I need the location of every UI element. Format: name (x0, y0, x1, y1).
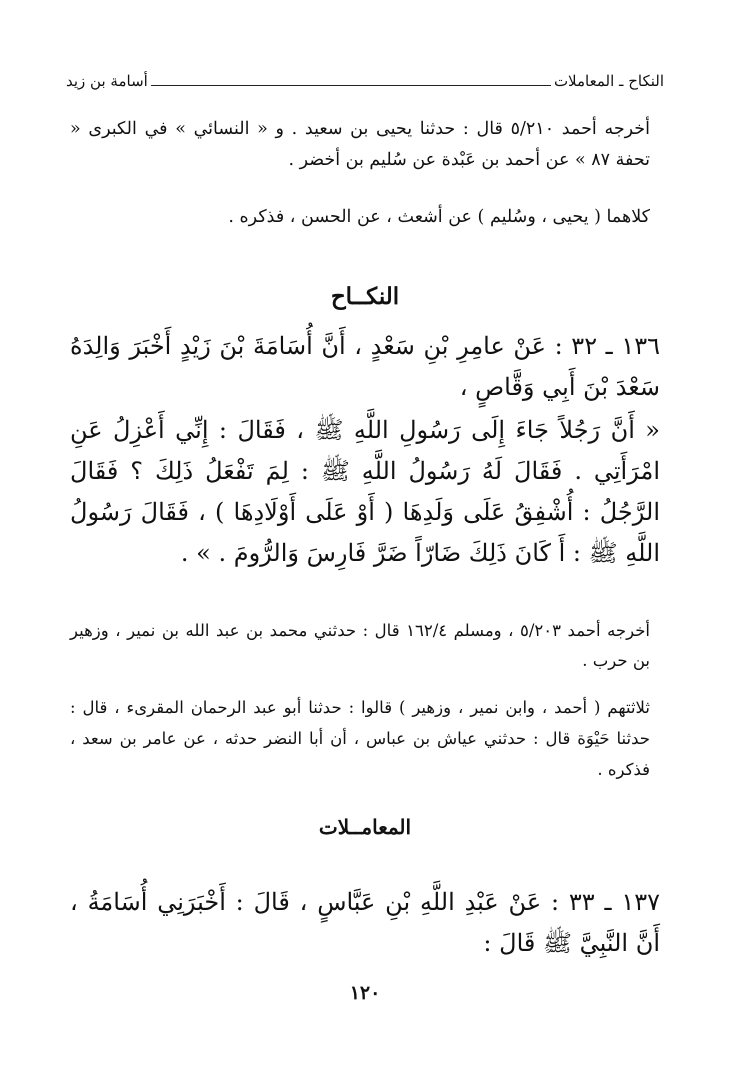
takhrij-paragraph-1: أخرجه أحمد ٥/٢١٠ قال : حدثنا يحيى بن سعيد . و « النسائي » في الكبرى « تحفة ٨٧ » عن أحمد بن عَبْدة عن سُليم بن أخضر . (70, 119, 650, 170)
takhrij-paragraph-3: أخرجه أحمد ٥/٢٠٣ ، ومسلم ١٦٢/٤ قال : حدثني محمد بن عبد الله بن نمير ، وزهير بن حرب . (70, 621, 651, 670)
hadith-136-matn: « أَنَّ رَجُلاً جَاءَ إِلَى رَسُولِ اللَّهِ ﷺ ، فَقَالَ : إِنِّي أَعْزِلُ عَنِ امْرَأَتِي . فَقَالَ لَهُ رَسُولُ اللَّهِ ﷺ : لِمَ تَفْعَلُ ذَلِكَ ؟ فَقَالَ الرَّجُلُ : أُشْفِقُ عَلَى وَلَدِهَا ( أَوْ عَلَى أَوْلَادِهَا ) ، فَقَالَ رَسُولُ اللَّهِ ﷺ : أَ كَانَ ذَلِكَ ضَارّاً ضَرَّ فَارِسَ وَالرُّومَ . » . (70, 416, 660, 567)
running-header (66, 66, 664, 90)
header-chapter-title: النكاح ـ المعاملات (553, 72, 664, 90)
takhrij-paragraph-4: ثلاثتهم ( أحمد ، وابن نمير ، وزهير ) قالوا : حدثنا أبو عبد الرحمان المقرىء ، قال : حدثنا حَيْوَة قال : حدثني عياش بن عباس ، أن أبا النضر حدثه ، عن عامر بن سعد ، فذكره . (70, 698, 650, 779)
header-narrator-name: أسامة بن زيد (66, 72, 148, 90)
section-heading-marriage: النكــاح (330, 283, 400, 310)
hadith-137-isnad: ١٣٧ ـ ٣٣ : عَنْ عَبْدِ اللَّهِ بْنِ عَبَّاسٍ ، قَالَ : أَخْبَرَنِي أُسَامَةُ ، أَنَّ النَّبِيَّ ﷺ قَالَ : (70, 888, 660, 957)
section-heading-transactions: المعامــلات (318, 815, 412, 839)
page-number: ١٢٠ (349, 982, 381, 1004)
takhrij-paragraph-2: كلاهما ( يحيى ، وسُليم ) عن أشعث ، عن الحسن ، فذكره . (228, 207, 650, 227)
header-rule (151, 85, 551, 86)
hadith-136-isnad: ١٣٦ ـ ٣٢ : عَنْ عامِرِ بْنِ سَعْدٍ ، أَنَّ أُسَامَةَ بْنَ زَيْدٍ أَخْبَرَ وَالِدَهُ سَعْدَ بْنَ أَبِي وَقَّاصٍ ، (70, 332, 660, 401)
